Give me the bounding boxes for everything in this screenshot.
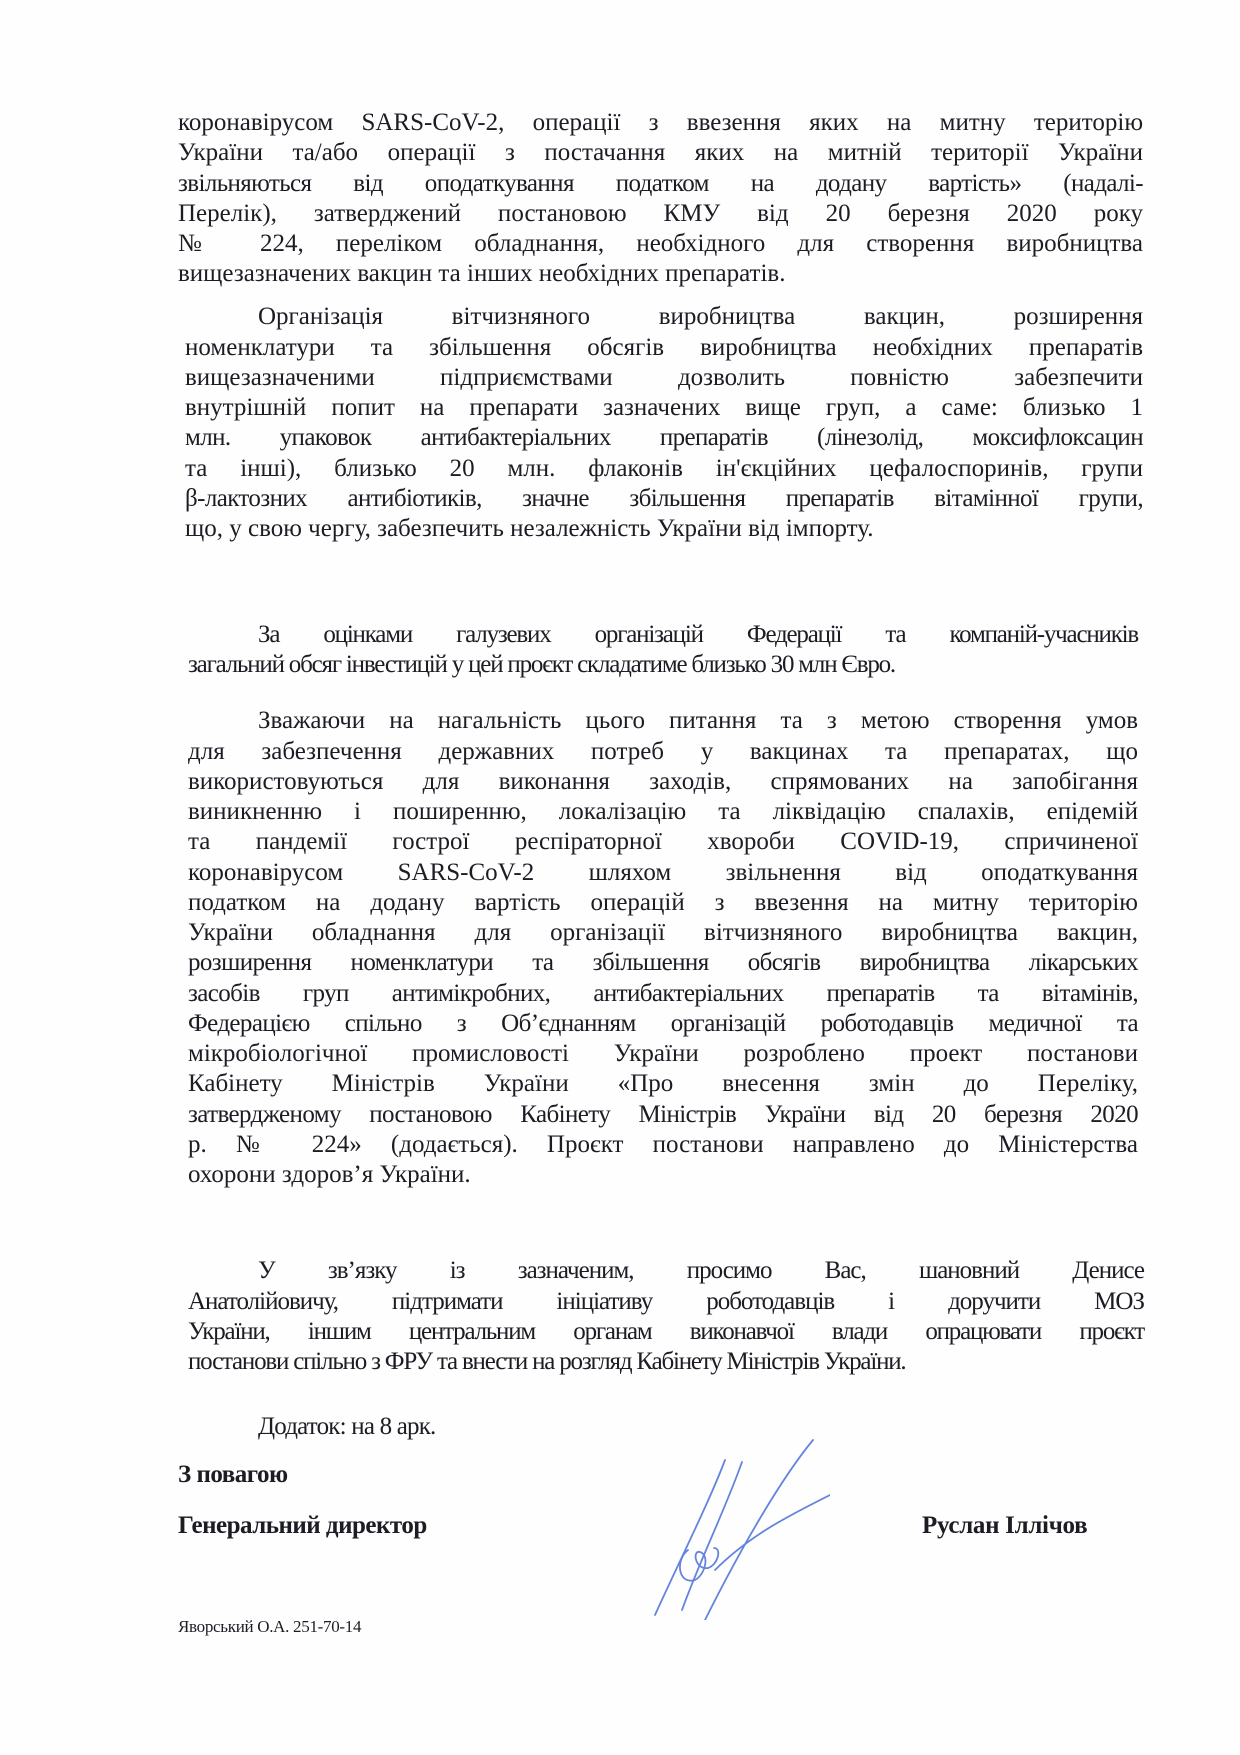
attachment-note: Додаток: на 8 арк. xyxy=(258,1413,436,1440)
text-line: Федерацією спільно з Об’єднанням організацій роботодавців медичної та xyxy=(188,1010,1138,1037)
text-line: номенклатури та збільшення обсягів виробництва необхідних препаратів xyxy=(185,334,1143,361)
text-line: України та/або операції з постачання яких на митній території України xyxy=(178,139,1143,166)
text-line: Перелік), затверджений постановою КМУ від 20 березня 2020 року xyxy=(178,200,1143,227)
signer-name: Руслан Іллічов xyxy=(922,1512,1088,1539)
text-line: постанови спільно з ФРУ та внести на розгляд Кабінету Міністрів України. xyxy=(188,1348,906,1375)
text-line: та інші), близько 20 млн. флаконів ін'єкційних цефалоспоринів, групи xyxy=(185,455,1143,482)
text-line: Зважаючи на нагальність цього питання та з метою створення умов xyxy=(258,707,1138,734)
text-line: Організація вітчизняного виробництва вакцин, розширення xyxy=(258,303,1143,330)
text-line: що, у свою чергу, забезпечить незалежність України від імпорту. xyxy=(185,515,874,542)
text-line: засобів груп антимікробних, антибактеріальних препаратів та вітамінів, xyxy=(188,980,1138,1007)
text-line: України, іншим центральним органам виконавчої влади опрацювати проєкт xyxy=(188,1318,1144,1345)
text-line: мікробіологічної промисловості України розроблено проект постанови xyxy=(188,1040,1138,1067)
text-line: коронавірусом SARS-CoV-2 шляхом звільнення від оподаткування xyxy=(188,859,1138,886)
text-line: виникненню і поширенню, локалізацію та ліквідацію спалахів, епідемій xyxy=(188,798,1138,825)
text-line: коронавірусом SARS-CoV-2, операції з ввезення яких на митну територію xyxy=(178,109,1143,136)
contact-footer: Яворський О.А. 251-70-14 xyxy=(178,1617,362,1636)
text-line: млн. упаковок антибактеріальних препаратів (лінезолід, моксифлоксацин xyxy=(185,424,1143,451)
text-line: України обладнання для організації вітчизняного виробництва вакцин, xyxy=(188,919,1138,946)
closing-phrase: З повагою xyxy=(178,1461,288,1488)
text-line: Анатолійовичу, підтримати ініціативу роботодавців і доручити МОЗ xyxy=(188,1288,1144,1315)
text-line: звільняються від оподаткування податком на додану вартість» (надалі- xyxy=(178,170,1143,197)
text-line: внутрішній попит на препарати зазначених вище груп, а саме: близько 1 xyxy=(185,394,1143,421)
text-line: Кабінету Міністрів України «Про внесення змін до Переліку, xyxy=(188,1070,1138,1097)
text-line: № 224, переліком обладнання, необхідного для створення виробництва xyxy=(178,230,1143,257)
text-line: β-лактозних антибіотиків, значне збільшення препаратів вітамінної групи, xyxy=(185,485,1143,512)
text-line: розширення номенклатури та збільшення обсягів виробництва лікарських xyxy=(188,949,1138,976)
text-line: За оцінками галузевих організацій Федерації та компаній-учасників xyxy=(258,621,1138,648)
text-line: податком на додану вартість операцій з ввезення на митну територію xyxy=(188,889,1138,916)
text-line: затвердженому постановою Кабінету Міністрів України від 20 березня 2020 xyxy=(188,1101,1138,1128)
handwritten-signature xyxy=(630,1420,830,1620)
text-line: вищезазначених вакцин та інших необхідних препаратів. xyxy=(178,260,786,287)
text-line: У зв’язку із зазначеним, просимо Вас, шановний Денисе xyxy=(258,1257,1144,1284)
text-line: загальний обсяг інвестицій у цей проєкт складатиме близько 30 млн Євро. xyxy=(188,651,895,678)
text-line: р. № 224» (додається). Проєкт постанови направлено до Міністерства xyxy=(188,1131,1138,1158)
text-line: вищезазначеними підприємствами дозволить повністю забезпечити xyxy=(185,364,1143,391)
text-line: охорони здоров’я України. xyxy=(188,1161,471,1188)
text-line: використовуються для виконання заходів, спрямованих на запобігання xyxy=(188,768,1138,795)
signer-title: Генеральний директор xyxy=(178,1512,427,1539)
text-line: та пандемії гострої респіраторної хвороби COVID-19, спричиненої xyxy=(188,828,1138,855)
text-line: для забезпечення державних потреб у вакцинах та препаратах, що xyxy=(188,738,1138,765)
